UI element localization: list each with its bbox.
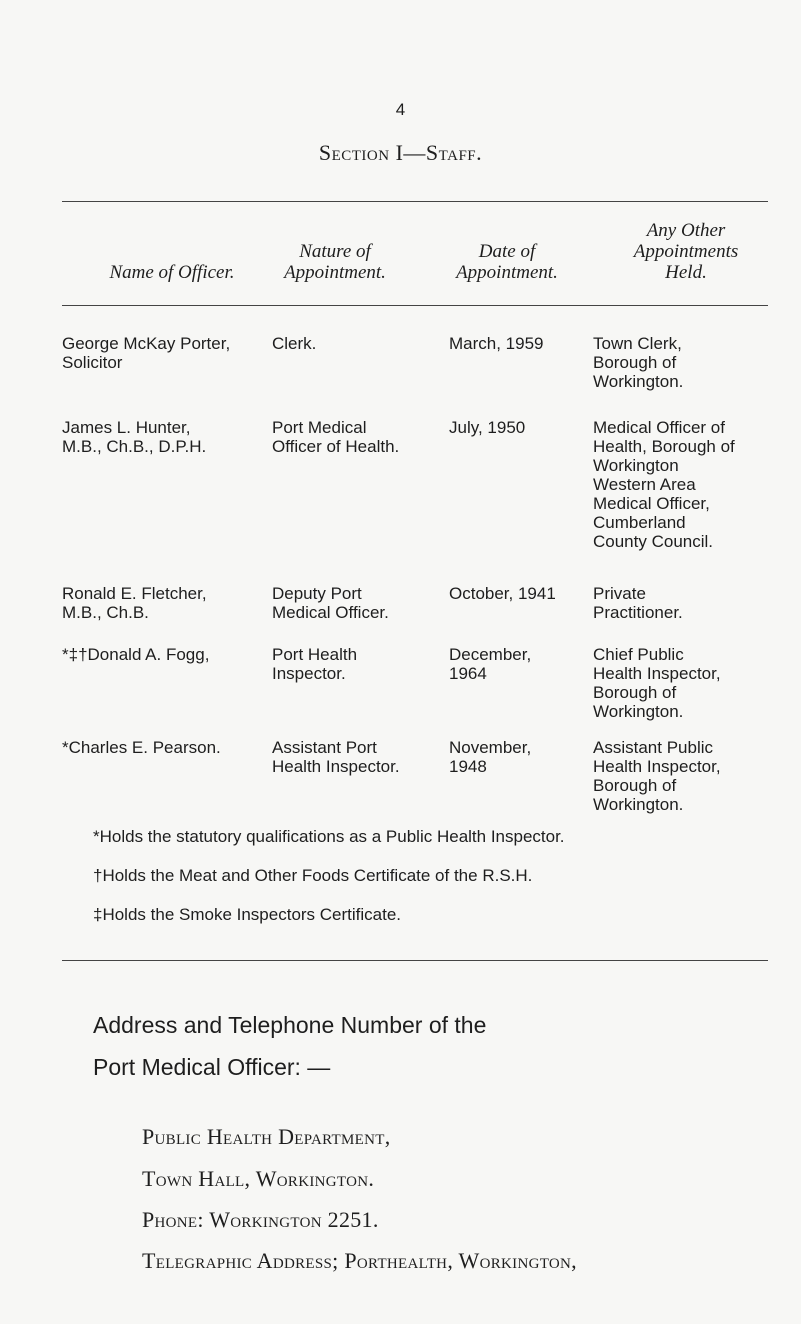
section-title: Section I—Staff. [318, 140, 483, 165]
table-top-rule [62, 201, 768, 202]
header-date [427, 241, 587, 283]
header-nature-line2: Appointment. [284, 262, 386, 283]
row-5-date: November, 1948 [449, 738, 532, 776]
row-2-other: Medical Officer of Health, Borough of Workington Western Area Medical Officer, Cumberland County Council. [593, 418, 735, 551]
row-4-date: December, 1964 [449, 645, 532, 683]
header-other-line2: Appointments [633, 241, 739, 262]
footnote-smoke: ‡Holds the Smoke Inspectors Certificate. [93, 905, 402, 924]
row-3-name: Ronald E. Fletcher, M.B., Ch.B. [62, 584, 207, 622]
header-date-line2: Appointment. [456, 262, 558, 283]
row-4-other: Chief Public Health Inspector, Borough of Workington. [593, 645, 721, 721]
address-telegraphic: Telegraphic Address; Porthealth, Workington, [142, 1248, 577, 1273]
row-1-nature: Clerk. [272, 334, 317, 353]
row-2-nature: Port Medical Officer of Health. [272, 418, 400, 456]
address-department: Public Health Department, [142, 1124, 391, 1149]
row-3-other: Private Practitioner. [593, 584, 683, 622]
row-3-nature: Deputy Port Medical Officer. [272, 584, 389, 622]
address-heading-line2: Port Medical Officer: — [93, 1054, 331, 1080]
header-date-line1: Date of [478, 241, 536, 262]
header-other-line1: Any Other [646, 220, 726, 241]
row-4-name: *‡†Donald A. Fogg, [62, 645, 210, 664]
address-heading [93, 1010, 773, 1082]
address-phone: Phone: Workington 2251. [142, 1207, 379, 1232]
row-1-date: March, 1959 [449, 334, 544, 353]
header-other [596, 220, 776, 283]
row-5-other: Assistant Public Health Inspector, Borough of Workington. [593, 738, 721, 814]
footnote-meat-foods: †Holds the Meat and Other Foods Certificate of the R.S.H. [93, 866, 533, 885]
row-5-name: *Charles E. Pearson. [62, 738, 221, 757]
row-1-other: Town Clerk, Borough of Workington. [593, 334, 684, 391]
footnote-statutory: *Holds the statutory qualifications as a Public Health Inspector. [93, 827, 565, 846]
row-2-date: July, 1950 [449, 418, 526, 437]
row-2-name: James L. Hunter, M.B., Ch.B., D.P.H. [62, 418, 207, 456]
header-name-text: Name of Officer. [109, 262, 235, 283]
page-number: 4 [395, 100, 406, 119]
row-1-name: George McKay Porter, Solicitor [62, 334, 231, 372]
row-5-nature: Assistant Port Health Inspector. [272, 738, 400, 776]
header-nature [255, 241, 415, 283]
table-header-rule [62, 305, 768, 306]
footnote-divider-rule [62, 960, 768, 961]
header-other-line3: Held. [665, 262, 707, 283]
address-town-hall: Town Hall, Workington. [142, 1166, 375, 1191]
row-3-date: October, 1941 [449, 584, 556, 603]
address-heading-line1: Address and Telephone Number of the [93, 1012, 487, 1038]
header-nature-line1: Nature of [299, 241, 371, 262]
header-name [72, 262, 272, 283]
row-4-nature: Port Health Inspector. [272, 645, 358, 683]
